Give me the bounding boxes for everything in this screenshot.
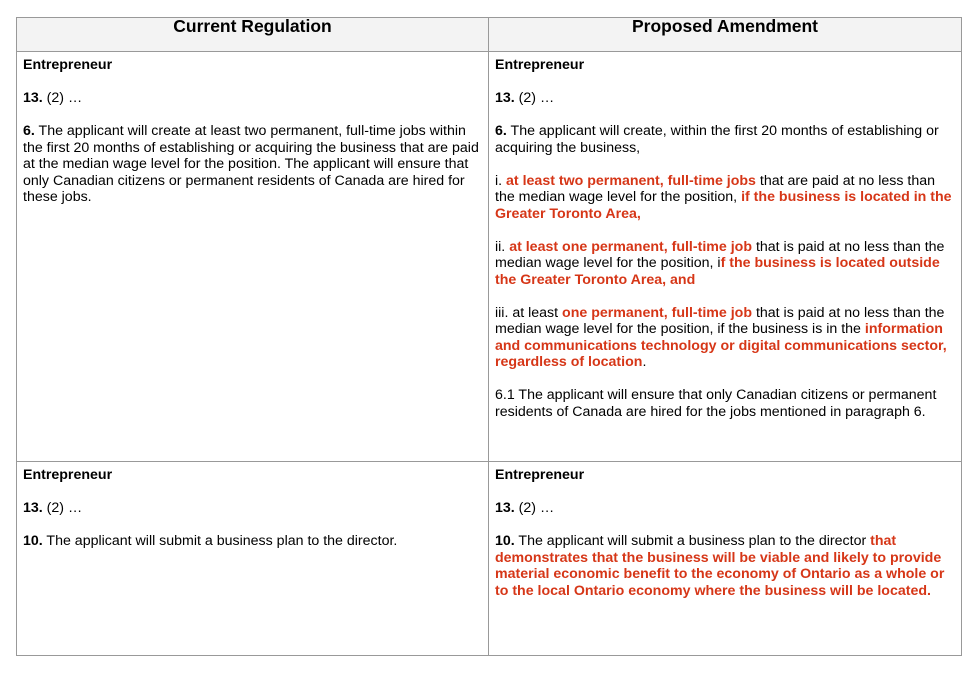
clause-prefix: iii. at least <box>495 304 563 321</box>
section-subsection: (2) … <box>514 90 555 106</box>
clause-iii <box>495 305 955 371</box>
paragraph-text: The applicant will submit a business plan to the director. <box>42 533 398 549</box>
section-number: 13. <box>495 90 515 106</box>
section-subsection: (2) … <box>42 90 83 106</box>
paragraph-text: The applicant will create, within the first 20 months of establishing or acquiring the business, <box>495 123 939 156</box>
section-number: 13. <box>23 90 43 106</box>
table-header-row <box>17 18 962 52</box>
regulation-comparison-table <box>16 17 962 656</box>
clause-i <box>495 173 955 223</box>
cell-current-paragraph-10 <box>17 462 489 656</box>
section-reference <box>495 500 955 517</box>
clause-text: that are paid at no less than the median wage level for the position, <box>495 172 935 205</box>
amended-text: f the business is located outside the Greater Toronto Area, and <box>495 255 940 288</box>
table-row <box>17 52 962 462</box>
section-heading: Entrepreneur <box>495 467 585 483</box>
paragraph-10 <box>23 533 482 550</box>
section-heading: Entrepreneur <box>23 467 113 483</box>
amended-text: that demonstrates that the business will be viable and likely to provide material economic benefit to the economy of Ontario as a whole or to the local Ontario economy where the business will be located. <box>495 533 945 599</box>
section-reference <box>23 90 482 107</box>
amended-text: if the business is located in the Greater Toronto Area, <box>495 189 952 222</box>
paragraph-number: 6. <box>495 123 507 139</box>
header-proposed-amendment: Proposed Amendment <box>489 18 962 52</box>
amended-text: at least one permanent, full-time job <box>509 238 752 255</box>
clause-prefix: ii. <box>495 238 510 255</box>
table-row <box>17 462 962 656</box>
section-heading: Entrepreneur <box>23 57 113 73</box>
paragraph-6-1: 6.1 The applicant will ensure that only Canadian citizens or permanent residents of Canada are hired for the jobs mentioned in paragraph 6. <box>495 387 937 420</box>
section-reference <box>23 500 482 517</box>
clause-end: . <box>642 354 647 370</box>
paragraph-number: 10. <box>23 533 43 549</box>
clause-text: that is paid at no less than the median wage level for the position, i <box>495 238 945 271</box>
cell-current-paragraph-6 <box>17 52 489 462</box>
cell-proposed-paragraph-10 <box>489 462 962 656</box>
paragraph-10 <box>495 533 955 599</box>
section-number: 13. <box>23 500 43 516</box>
amended-text: one permanent, full-time job <box>562 304 752 321</box>
section-reference <box>495 90 955 107</box>
paragraph-6 <box>495 123 955 156</box>
paragraph-number: 10. <box>495 533 515 549</box>
paragraph-6 <box>23 123 482 206</box>
paragraph-text: The applicant will create at least two permanent, full-time jobs within the first 20 months of establishing or acquiring the business that are paid at the median wage level for the position. The applicant will ensure that only Canadian citizens or permanent residents of Canada are hired for these jobs. <box>23 123 479 205</box>
cell-proposed-paragraph-6 <box>489 52 962 462</box>
header-current-regulation: Current Regulation <box>17 18 489 52</box>
section-number: 13. <box>495 500 515 516</box>
amended-text: information and communications technology or digital communications sector, regardless of location <box>495 321 947 370</box>
clause-text: that is paid at no less than the median wage level for the position, if the business is in the <box>495 304 945 337</box>
section-subsection: (2) … <box>42 500 83 516</box>
section-heading: Entrepreneur <box>495 57 585 73</box>
clause-prefix: i. <box>495 172 507 189</box>
section-subsection: (2) … <box>514 500 555 516</box>
paragraph-number: 6. <box>23 123 35 139</box>
clause-ii <box>495 239 955 289</box>
paragraph-text: The applicant will submit a business plan to the director <box>514 533 871 549</box>
amended-text: at least two permanent, full-time jobs <box>506 172 756 189</box>
